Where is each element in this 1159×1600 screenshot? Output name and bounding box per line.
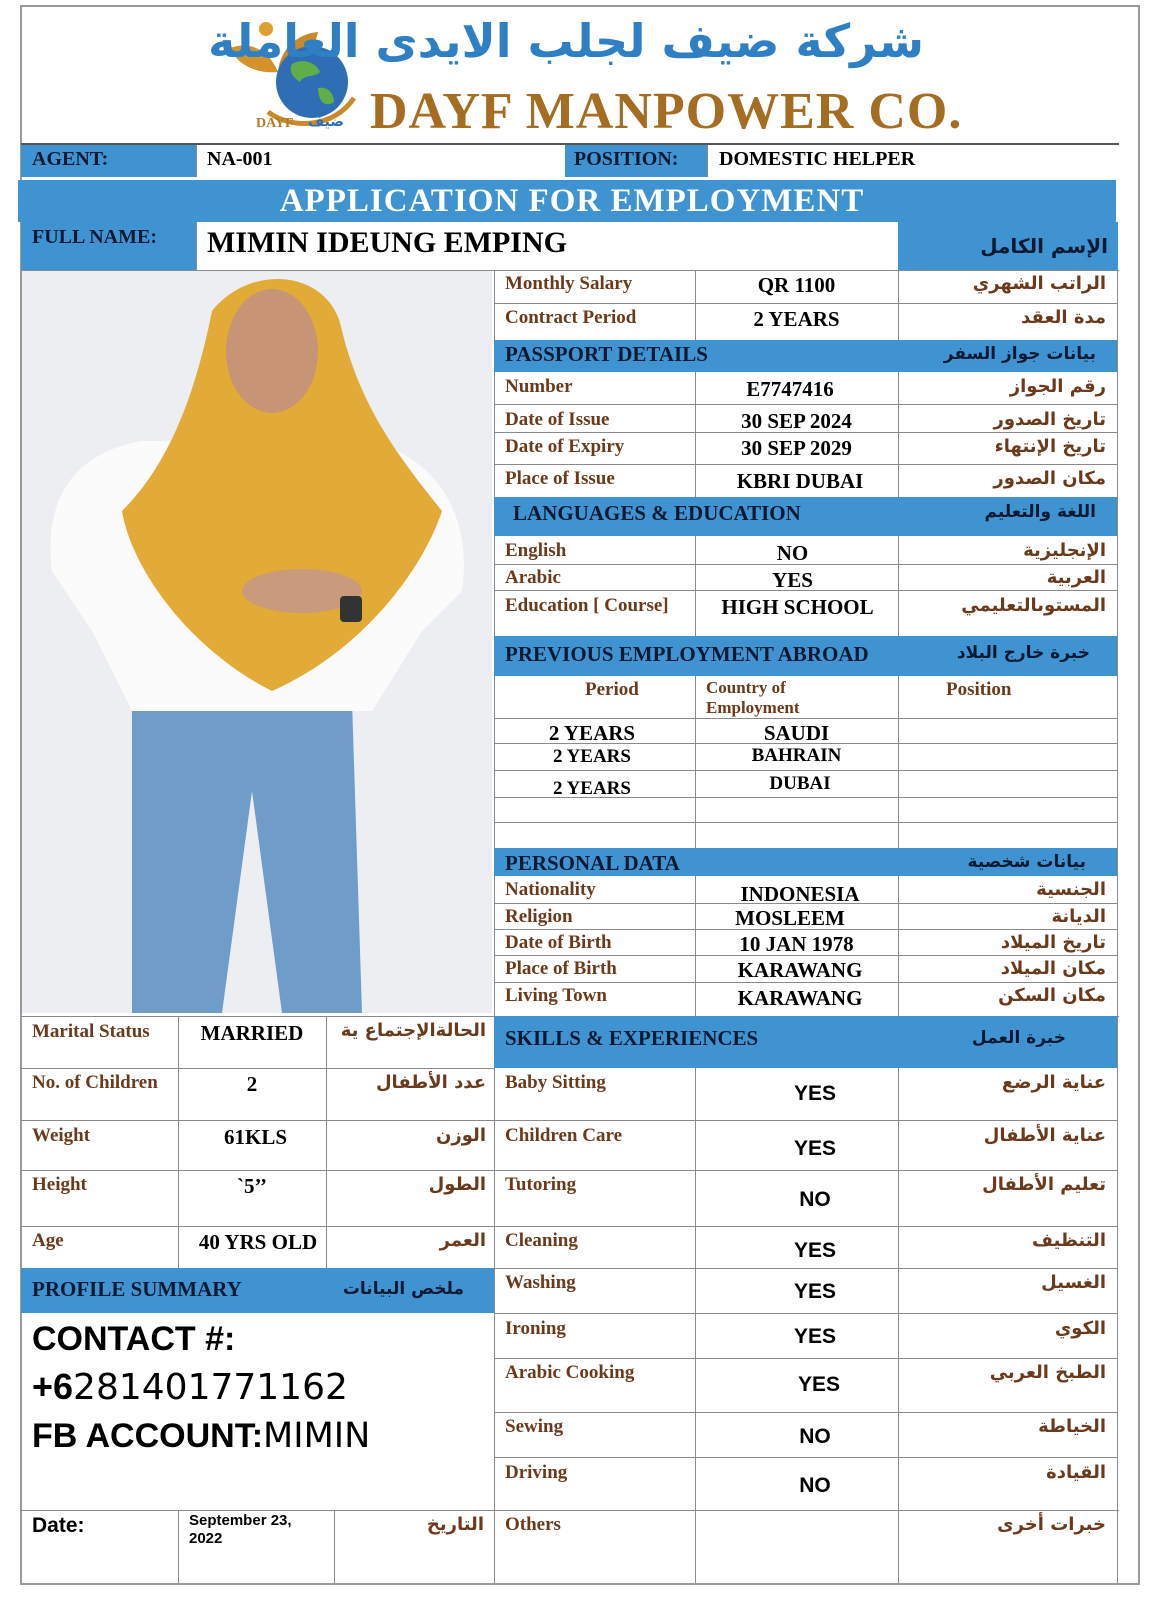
- full-name-label-ar: الإسم الكامل: [980, 234, 1108, 258]
- contract-period-value: 2 YEARS: [753, 307, 840, 331]
- passport-number-label-ar: رقم الجواز: [1009, 376, 1106, 397]
- skill-driving-label: Driving: [505, 1462, 568, 1483]
- agent-label: AGENT:: [32, 148, 109, 170]
- english-label: English: [505, 540, 567, 561]
- height-label-ar: الطول: [428, 1174, 486, 1195]
- employment-col-country: Country of Employment: [706, 678, 800, 717]
- company-name-english: DAYF MANPOWER CO.: [370, 83, 963, 140]
- monthly-salary-label: Monthly Salary: [505, 273, 633, 294]
- date-label: Date:: [32, 1514, 85, 1537]
- monthly-salary-label-ar: الراتب الشهري: [972, 273, 1106, 294]
- applicant-photo: [22, 271, 492, 1013]
- nationality-label-ar: الجنسية: [1036, 879, 1106, 900]
- education-value: HIGH SCHOOL: [721, 595, 874, 619]
- personal-section-title: PERSONAL DATA: [505, 851, 680, 875]
- personal-section-title-ar: بيانات شخصية: [967, 852, 1086, 872]
- skill-baby-sitting-value: YES: [793, 1082, 837, 1105]
- skill-cleaning-label-ar: التنظيف: [1032, 1230, 1106, 1251]
- employment-row-2-period: 2 YEARS: [553, 746, 631, 767]
- english-label-ar: الإنجليزية: [1023, 540, 1106, 561]
- employment-row-1-country: SAUDI: [763, 721, 830, 745]
- profile-summary-title-ar: ملخص البيانات: [342, 1279, 464, 1299]
- skill-others-label: Others: [505, 1514, 561, 1535]
- date-of-issue-value: 30 SEP 2024: [741, 409, 852, 433]
- children-label-ar: عدد الأطفال: [375, 1072, 486, 1093]
- contact-number-digits: 281401771162: [73, 1367, 348, 1408]
- skill-washing-value: YES: [793, 1280, 837, 1303]
- marital-status-label-ar: الحالةالإجتماع ية: [340, 1020, 486, 1041]
- religion-label-ar: الديانة: [1051, 906, 1106, 927]
- languages-section-title-ar: اللغة والتعليم: [984, 502, 1096, 522]
- contract-period-label-ar: مدة العقد: [1021, 307, 1106, 328]
- skill-arabic-cooking-label-ar: الطبخ العربي: [989, 1362, 1106, 1383]
- weight-label: Weight: [32, 1125, 91, 1146]
- skill-arabic-cooking-label: Arabic Cooking: [505, 1362, 635, 1383]
- english-value: NO: [776, 541, 809, 565]
- logo-text-ar: ضيف: [308, 114, 344, 130]
- monthly-salary-value: QR 1100: [757, 273, 836, 297]
- full-name-value: MIMIN IDEUNG EMPING: [207, 226, 567, 259]
- weight-label-ar: الوزن: [436, 1125, 486, 1146]
- age-value: 40 YRS OLD: [198, 1230, 318, 1254]
- employment-row-3-country: DUBAI: [769, 773, 831, 794]
- employment-section-title: PREVIOUS EMPLOYMENT ABROAD: [505, 642, 869, 666]
- religion-label: Religion: [505, 906, 573, 927]
- passport-section-title-ar: بيانات جواز السفر: [943, 344, 1096, 364]
- arabic-value: YES: [772, 568, 813, 592]
- employment-row-2-country: BAHRAIN: [751, 745, 842, 766]
- skill-tutoring-label: Tutoring: [505, 1174, 577, 1195]
- skill-driving-value: NO: [799, 1474, 831, 1497]
- living-town-value: KARAWANG: [737, 986, 863, 1010]
- skill-sewing-label-ar: الخياطة: [1038, 1416, 1106, 1437]
- passport-number-value: E7747416: [746, 377, 834, 401]
- education-label: Education [ Course]: [505, 595, 669, 616]
- date-value: September 23, 2022: [189, 1512, 292, 1547]
- skill-sewing-label: Sewing: [505, 1416, 564, 1437]
- skill-ironing-label-ar: الكوي: [1054, 1318, 1106, 1339]
- skill-ironing-value: YES: [793, 1325, 837, 1348]
- contract-period-label: Contract Period: [505, 307, 637, 328]
- place-of-issue-label: Place of Issue: [505, 468, 615, 489]
- education-label-ar: المستوىالتعليمي: [961, 595, 1106, 616]
- form-title: APPLICATION FOR EMPLOYMENT: [279, 183, 865, 219]
- age-label-ar: العمر: [439, 1230, 486, 1251]
- arabic-label-ar: العربية: [1046, 567, 1106, 588]
- skill-driving-label-ar: القيادة: [1046, 1462, 1106, 1483]
- date-of-expiry-label: Date of Expiry: [505, 436, 625, 457]
- skill-others-label-ar: خبرات أخرى: [997, 1514, 1106, 1535]
- children-value: 2: [246, 1072, 258, 1096]
- height-value: `5’’: [237, 1174, 267, 1198]
- skill-cleaning-value: YES: [793, 1239, 837, 1262]
- skill-baby-sitting-label: Baby Sitting: [505, 1072, 606, 1093]
- fb-account: [32, 1416, 370, 1456]
- skill-washing-label: Washing: [505, 1272, 576, 1293]
- fb-account-label: FB ACCOUNT:: [32, 1417, 264, 1455]
- employment-col-position: Position: [946, 679, 1012, 700]
- place-of-issue-value: KBRI DUBAI: [736, 469, 864, 493]
- nationality-value: INDONESIA: [740, 882, 860, 906]
- employment-row-1-period: 2 YEARS: [548, 721, 636, 745]
- skill-arabic-cooking-value: YES: [797, 1373, 841, 1396]
- date-of-expiry-label-ar: تاريخ الإنتهاء: [994, 436, 1106, 457]
- contact-number: [32, 1366, 348, 1408]
- skill-cleaning-label: Cleaning: [505, 1230, 578, 1251]
- company-name-arabic: شركة ضيف لجلب الايدى العاملة: [208, 14, 924, 68]
- logo-text-en: DAYF: [256, 116, 294, 131]
- place-of-birth-label-ar: مكان الميلاد: [1000, 958, 1106, 979]
- contact-number-prefix: +6: [32, 1366, 74, 1407]
- skills-section-title-ar: خبرة العمل: [971, 1028, 1066, 1048]
- place-of-issue-label-ar: مكان الصدور: [993, 468, 1106, 489]
- marital-status-label: Marital Status: [32, 1021, 150, 1042]
- contact-label: CONTACT #:: [32, 1320, 236, 1358]
- height-label: Height: [32, 1174, 87, 1195]
- date-label-ar: التاريخ: [426, 1514, 484, 1535]
- skill-children-care-value: YES: [793, 1137, 837, 1160]
- skill-ironing-label: Ironing: [505, 1318, 566, 1339]
- skills-section-title: SKILLS & EXPERIENCES: [505, 1026, 759, 1050]
- skill-washing-label-ar: الغسيل: [1041, 1272, 1106, 1293]
- marital-status-value: MARRIED: [200, 1021, 304, 1045]
- skill-baby-sitting-label-ar: عناية الرضع: [1001, 1072, 1106, 1093]
- position-label: POSITION:: [574, 148, 679, 170]
- employment-col-period: Period: [585, 679, 639, 700]
- skill-children-care-label: Children Care: [505, 1125, 622, 1146]
- fb-account-value: MIMIN: [263, 1416, 371, 1456]
- skill-tutoring-label-ar: تعليم الأطفال: [982, 1174, 1106, 1195]
- skill-tutoring-value: NO: [799, 1188, 831, 1211]
- children-label: No. of Children: [32, 1072, 158, 1093]
- passport-number-label: Number: [505, 376, 573, 397]
- living-town-label-ar: مكان السكن: [998, 985, 1106, 1006]
- nationality-label: Nationality: [505, 879, 596, 900]
- employment-section-title-ar: خبرة خارج البلاد: [956, 643, 1090, 663]
- date-of-issue-label-ar: تاريخ الصدور: [993, 409, 1106, 430]
- date-of-issue-label: Date of Issue: [505, 409, 610, 430]
- date-of-birth-label-ar: تاريخ الميلاد: [1000, 932, 1106, 953]
- position-value: DOMESTIC HELPER: [719, 148, 916, 170]
- place-of-birth-value: KARAWANG: [737, 958, 863, 982]
- date-of-birth-label: Date of Birth: [505, 932, 612, 953]
- arabic-label: Arabic: [505, 567, 561, 588]
- skill-sewing-value: NO: [799, 1425, 831, 1448]
- passport-section-title: PASSPORT DETAILS: [505, 342, 708, 366]
- employment-row-3-period: 2 YEARS: [553, 778, 631, 799]
- date-of-birth-value: 10 JAN 1978: [739, 932, 854, 956]
- profile-summary-title: PROFILE SUMMARY: [32, 1277, 242, 1301]
- living-town-label: Living Town: [505, 985, 607, 1006]
- age-label: Age: [32, 1230, 64, 1251]
- skill-children-care-label-ar: عناية الأطفال: [983, 1125, 1106, 1146]
- agent-value: NA-001: [207, 148, 273, 170]
- weight-value: 61KLS: [223, 1125, 288, 1149]
- religion-value: MOSLEEM: [735, 906, 845, 930]
- full-name-label: FULL NAME:: [32, 226, 157, 248]
- date-of-expiry-value: 30 SEP 2029: [741, 436, 852, 460]
- languages-section-title: LANGUAGES & EDUCATION: [513, 501, 801, 525]
- place-of-birth-label: Place of Birth: [505, 958, 617, 979]
